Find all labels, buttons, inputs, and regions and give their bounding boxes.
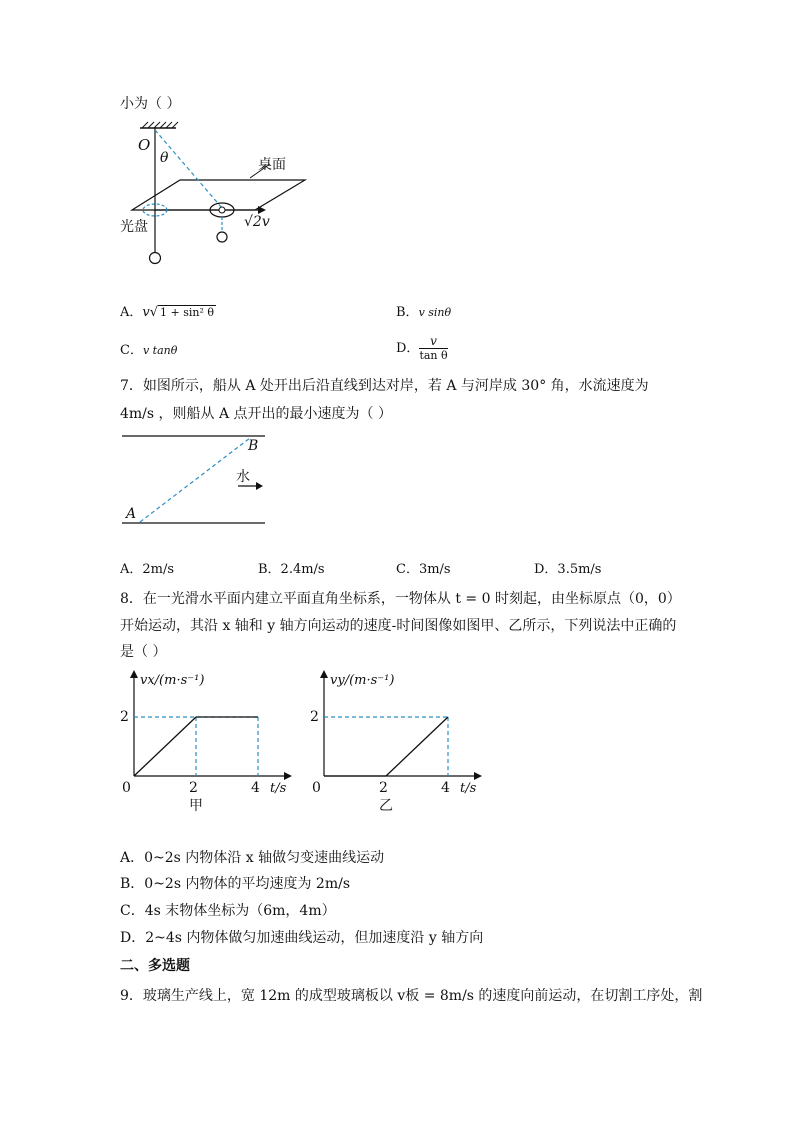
graph-jia — [120, 668, 300, 818]
q7-option-b[interactable]: B．2.4m/s — [258, 562, 325, 577]
graph-yi-tick-x4: 4 — [441, 780, 450, 796]
q6-option-c-text: v tanθ — [142, 344, 178, 357]
q6-option-a-prefix: v — [142, 305, 150, 320]
graph-jia-tick-x4: 4 — [251, 780, 260, 796]
graph-yi-tick-y2: 2 — [310, 709, 319, 725]
graph-jia-xlabel: t/s — [270, 781, 287, 796]
q6-option-a-label: A． — [120, 305, 143, 320]
q6-option-d[interactable] — [396, 334, 448, 363]
q8-stem-line3: 是（ ） — [120, 644, 167, 660]
q7-option-a[interactable]: A．2m/s — [120, 562, 175, 577]
q6-option-b-label: B． — [396, 305, 419, 320]
q8-option-b[interactable]: B．0~2s 内物体的平均速度为 2m/s — [120, 876, 351, 892]
graph-yi-tick-x2: 2 — [379, 780, 388, 796]
q6-label-disc: 光盘 — [120, 219, 148, 235]
q7-label-water: 水 — [236, 469, 250, 485]
graph-yi-caption: 乙 — [379, 798, 393, 814]
q7-option-d[interactable]: D．3.5m/s — [534, 562, 602, 577]
q6-option-b[interactable] — [396, 304, 451, 322]
q8-stem-line2: 开始运动，其沿 x 轴和 y 轴方向运动的速度-时间图像如图甲、乙所示，下列说法中正确的 — [120, 618, 677, 634]
graph-yi-ylabel: vy/(m·s⁻¹) — [330, 673, 395, 688]
q6-label-table: 桌面 — [258, 157, 286, 173]
graph-yi — [310, 668, 490, 818]
q6-label-o: O — [138, 136, 151, 154]
q7-stem-line1: 7．如图所示，船从 A 处开出后沿直线到达对岸，若 A 与河岸成 30° 角，水流速度为 — [120, 378, 649, 394]
q7-label-a: A — [126, 506, 137, 522]
q8-option-a[interactable]: A．0~2s 内物体沿 x 轴做匀变速曲线运动 — [120, 850, 385, 866]
graph-jia-ylabel: vx/(m·s⁻¹) — [140, 673, 205, 688]
q6-option-b-text: v sinθ — [418, 306, 452, 319]
q8-stem-line1: 8．在一光滑水平面内建立平面直角坐标系，一物体从 t = 0 时刻起，由坐标原点（0，0） — [120, 591, 681, 607]
q6-option-c-label: C． — [120, 343, 143, 358]
q6-option-d-num: v — [419, 334, 447, 349]
q7-stem-line2: 4m/s ，则船从 A 点开出的最小速度为（ ） — [120, 406, 392, 422]
graph-jia-y-arrow — [130, 670, 138, 678]
graph-jia-segment — [134, 717, 196, 776]
q6-option-c[interactable] — [120, 342, 177, 360]
graph-jia-caption: 甲 — [189, 798, 203, 814]
graph-yi-origin: 0 — [312, 780, 321, 796]
q7-label-b: B — [248, 438, 259, 454]
q6-option-d-den: tan θ — [419, 349, 448, 362]
q9-stem-line1: 9．玻璃生产线上，宽 12m 的成型玻璃板以 v板 = 8m/s 的速度向前运动，在切割工序处，割 — [120, 988, 703, 1004]
q6-option-a-root: 1 + sin² θ — [160, 306, 215, 319]
graph-jia-tick-x2: 2 — [189, 780, 198, 796]
graph-yi-xlabel: t/s — [460, 781, 477, 796]
q6-label-speed: √2v — [244, 214, 270, 230]
q6-option-d-label: D． — [396, 341, 420, 356]
q7-option-c[interactable]: C．3m/s — [396, 562, 451, 577]
q8-option-d[interactable]: D．2~4s 内物体做匀加速曲线运动，但加速度沿 y 轴方向 — [120, 930, 484, 946]
section-title: 二、多选题 — [120, 958, 190, 974]
graph-jia-origin: 0 — [122, 780, 131, 796]
graph-yi-y-arrow — [320, 670, 328, 678]
graph-yi-segment — [386, 717, 448, 776]
graph-jia-x-arrow — [284, 772, 292, 780]
graph-jia-tick-y2: 2 — [120, 709, 129, 725]
q6-label-theta: θ — [160, 150, 169, 166]
q6-stem-tail: 小为（ ） — [120, 96, 181, 112]
graph-yi-x-arrow — [474, 772, 482, 780]
q6-option-a[interactable]: A．v√ 1 + sin² θ — [120, 305, 215, 320]
q8-option-c[interactable]: C．4s 末物体坐标为（6m，4m） — [120, 903, 336, 919]
